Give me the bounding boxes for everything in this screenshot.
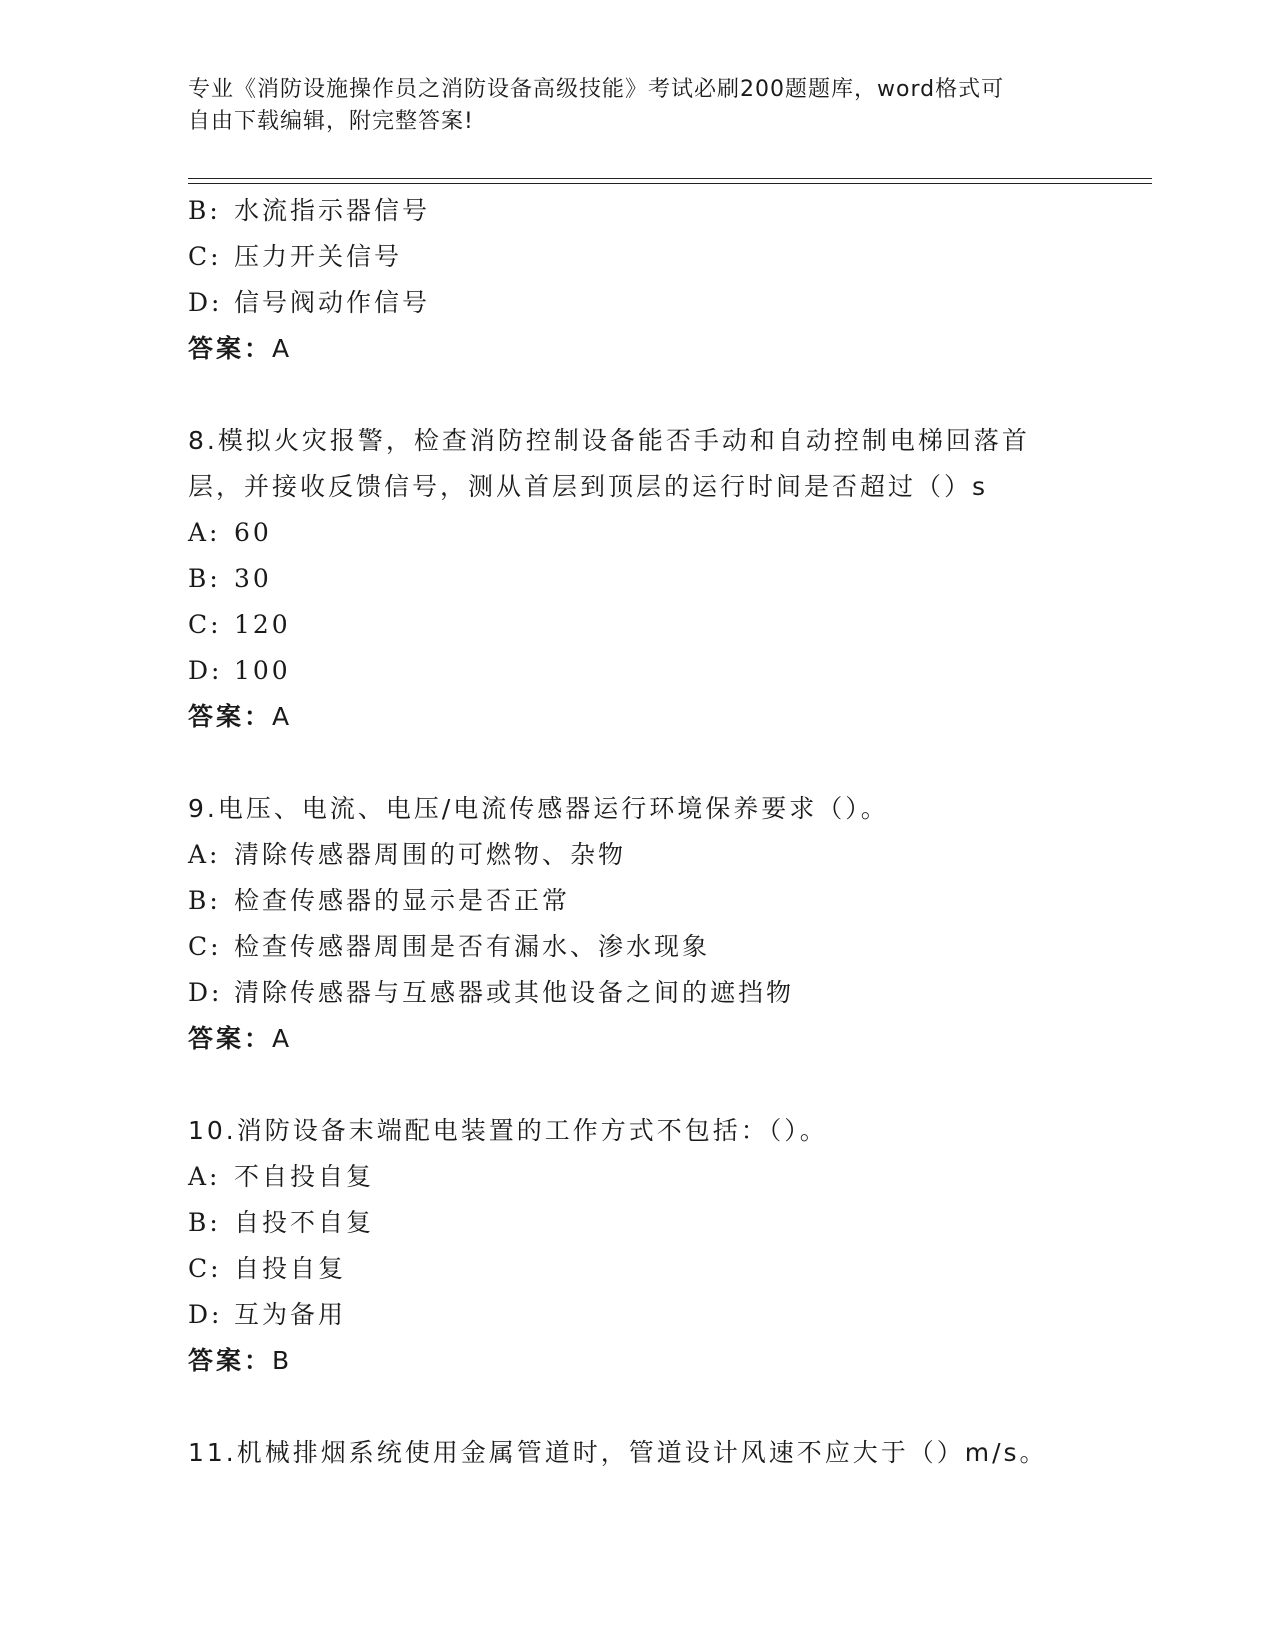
- option-d: D: 100: [188, 656, 291, 685]
- option-c: C: 120: [188, 610, 291, 639]
- option-b: B: 30: [188, 564, 272, 593]
- option-b: B: 水流指示器信号: [188, 196, 431, 225]
- option-b: B: 检查传感器的显示是否正常: [188, 886, 571, 915]
- option-a: A: 不自投自复: [188, 1162, 375, 1191]
- header-divider-top: [188, 178, 1152, 179]
- question-stem-continued: 层，并接收反馈信号，测从首层到顶层的运行时间是否超过（）s: [188, 472, 989, 501]
- option-c: C: 检查传感器周围是否有漏水、渗水现象: [188, 932, 711, 961]
- header-title-line-2: 自由下载编辑，附完整答案!: [188, 109, 474, 134]
- question-10: [188, 1108, 1088, 1384]
- question-stem: 9.电压、电流、电压/电流传感器运行环境保养要求（）。: [188, 794, 889, 823]
- option-d: D: 互为备用: [188, 1300, 347, 1329]
- option-d: D: 信号阀动作信号: [188, 288, 431, 317]
- question-9: [188, 786, 1088, 1062]
- question-stem: 11.机械排烟系统使用金属管道时，管道设计风速不应大于（）m/s。: [188, 1438, 1048, 1467]
- question-stem: 8.模拟火灾报警，检查消防控制设备能否手动和自动控制电梯回落首: [188, 426, 1030, 455]
- answer-line: 答案：B: [188, 1346, 291, 1375]
- option-d: D: 清除传感器与互感器或其他设备之间的遮挡物: [188, 978, 795, 1007]
- header-divider-bottom: [188, 183, 1152, 184]
- question-list: [188, 188, 1088, 1476]
- option-c: C: 自投自复: [188, 1254, 347, 1283]
- answer-line: 答案：A: [188, 702, 291, 731]
- question-stem: 10.消防设备末端配电装置的工作方式不包括：（）。: [188, 1116, 828, 1145]
- question-8: [188, 418, 1088, 740]
- question-11: [188, 1430, 1088, 1476]
- answer-line: 答案：A: [188, 1024, 291, 1053]
- option-c: C: 压力开关信号: [188, 242, 403, 271]
- option-a: A: 清除传感器周围的可燃物、杂物: [188, 840, 627, 869]
- question-7-continued: [188, 188, 1088, 372]
- document-header: [188, 74, 1068, 138]
- header-title-line-1: 专业《消防设施操作员之消防设备高级技能》考试必刷200题题库，word格式可: [188, 77, 1005, 102]
- answer-line: 答案：A: [188, 334, 291, 363]
- option-b: B: 自投不自复: [188, 1208, 375, 1237]
- option-a: A: 60: [188, 518, 272, 547]
